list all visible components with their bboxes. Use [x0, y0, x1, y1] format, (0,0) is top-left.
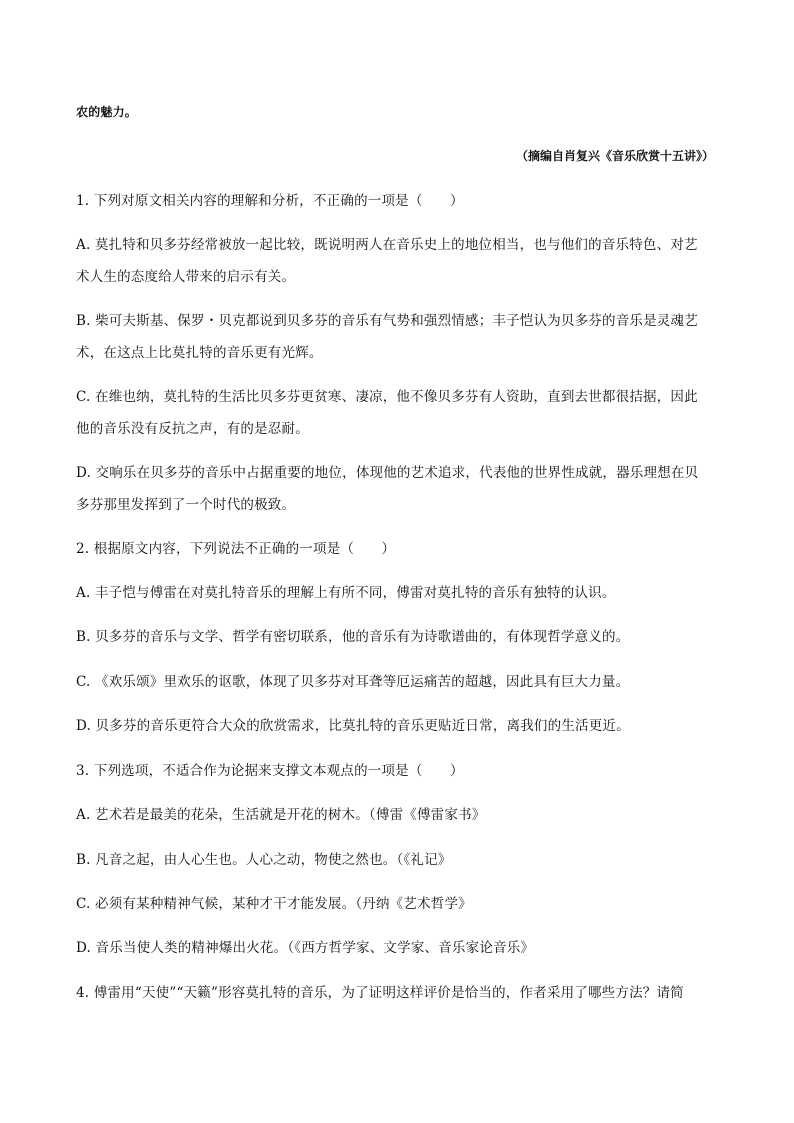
question-1-option-d: D. 交响乐在贝多芬的音乐中占据重要的地位，体现他的艺术追求，代表他的世界性成就，器乐理想在贝	[76, 465, 699, 481]
lead-text: 农的魅力。	[76, 105, 138, 119]
question-1-option-c-cont: 他的音乐没有反抗之声，有的是忍耐。	[76, 421, 309, 437]
question-1-stem: 1. 下列对原文相关内容的理解和分析，不正确的一项是（ ）	[76, 193, 464, 209]
question-2-option-a: A. 丰子恺与傅雷在对莫扎特音乐的理解上有所不同，傅雷对莫扎特的音乐有独特的认识。	[76, 585, 616, 601]
question-1-option-b-cont: 术，在这点上比莫扎特的音乐更有光辉。	[76, 345, 323, 361]
question-2-stem: 2. 根据原文内容，下列说法不正确的一项是（ ）	[76, 541, 396, 557]
question-1-option-d-cont: 多芬那里发挥到了一个时代的极致。	[76, 497, 296, 513]
question-2-option-b: B. 贝多芬的音乐与文学、哲学有密切联系，他的音乐有为诗歌谱曲的，有体现哲学意义的。	[76, 629, 630, 645]
question-4-stem: 4. 傅雷用“天使”“天籁”形容莫扎特的音乐，为了证明这样评价是恰当的，作者采用了哪些方法？请简	[76, 985, 684, 1001]
question-1-option-b: B. 柴可夫斯基、保罗・贝克都说到贝多芬的音乐有气势和强烈情感；丰子恺认为贝多芬的音乐是灵魂艺	[76, 313, 698, 329]
question-1-option-a-cont: 术人生的态度给人带来的启示有关。	[76, 269, 296, 285]
question-3-stem: 3. 下列选项，不适合作为论据来支撑文本观点的一项是（ ）	[76, 763, 464, 779]
question-3-option-b: B. 凡音之起，由人心生也。人心之动，物使之然也。（《礼记》	[76, 852, 452, 868]
question-1-option-c: C. 在维也纳，莫扎特的生活比贝多芬更贫寒、凄凉，他不像贝多芬有人资助，直到去世都很拮据，因此	[76, 389, 698, 405]
question-2-option-d: D. 贝多芬的音乐更符合大众的欣赏需求，比莫扎特的音乐更贴近日常，离我们的生活更近。	[76, 718, 630, 734]
question-2-option-c: C. 《欢乐颂》里欢乐的讴歌，体现了贝多芬对耳聋等厄运痛苦的超越，因此具有巨大力量。	[76, 674, 630, 690]
source-citation: （摘编自肖复兴《音乐欣赏十五讲》）	[515, 149, 714, 163]
question-1-option-a: A. 莫扎特和贝多芬经常被放一起比较，既说明两人在音乐史上的地位相当，也与他们的音乐特色、对艺	[76, 237, 698, 253]
question-3-option-a: A. 艺术若是最美的花朵，生活就是开花的树木。（傅雷《傅雷家书》	[76, 807, 486, 823]
question-3-option-c: C. 必须有某种精神气候，某种才干才能发展。（丹纳《艺术哲学》	[76, 896, 472, 912]
question-3-option-d: D. 音乐当使人类的精神爆出火花。（《西方哲学家、文学家、音乐家论音乐》	[76, 940, 535, 956]
